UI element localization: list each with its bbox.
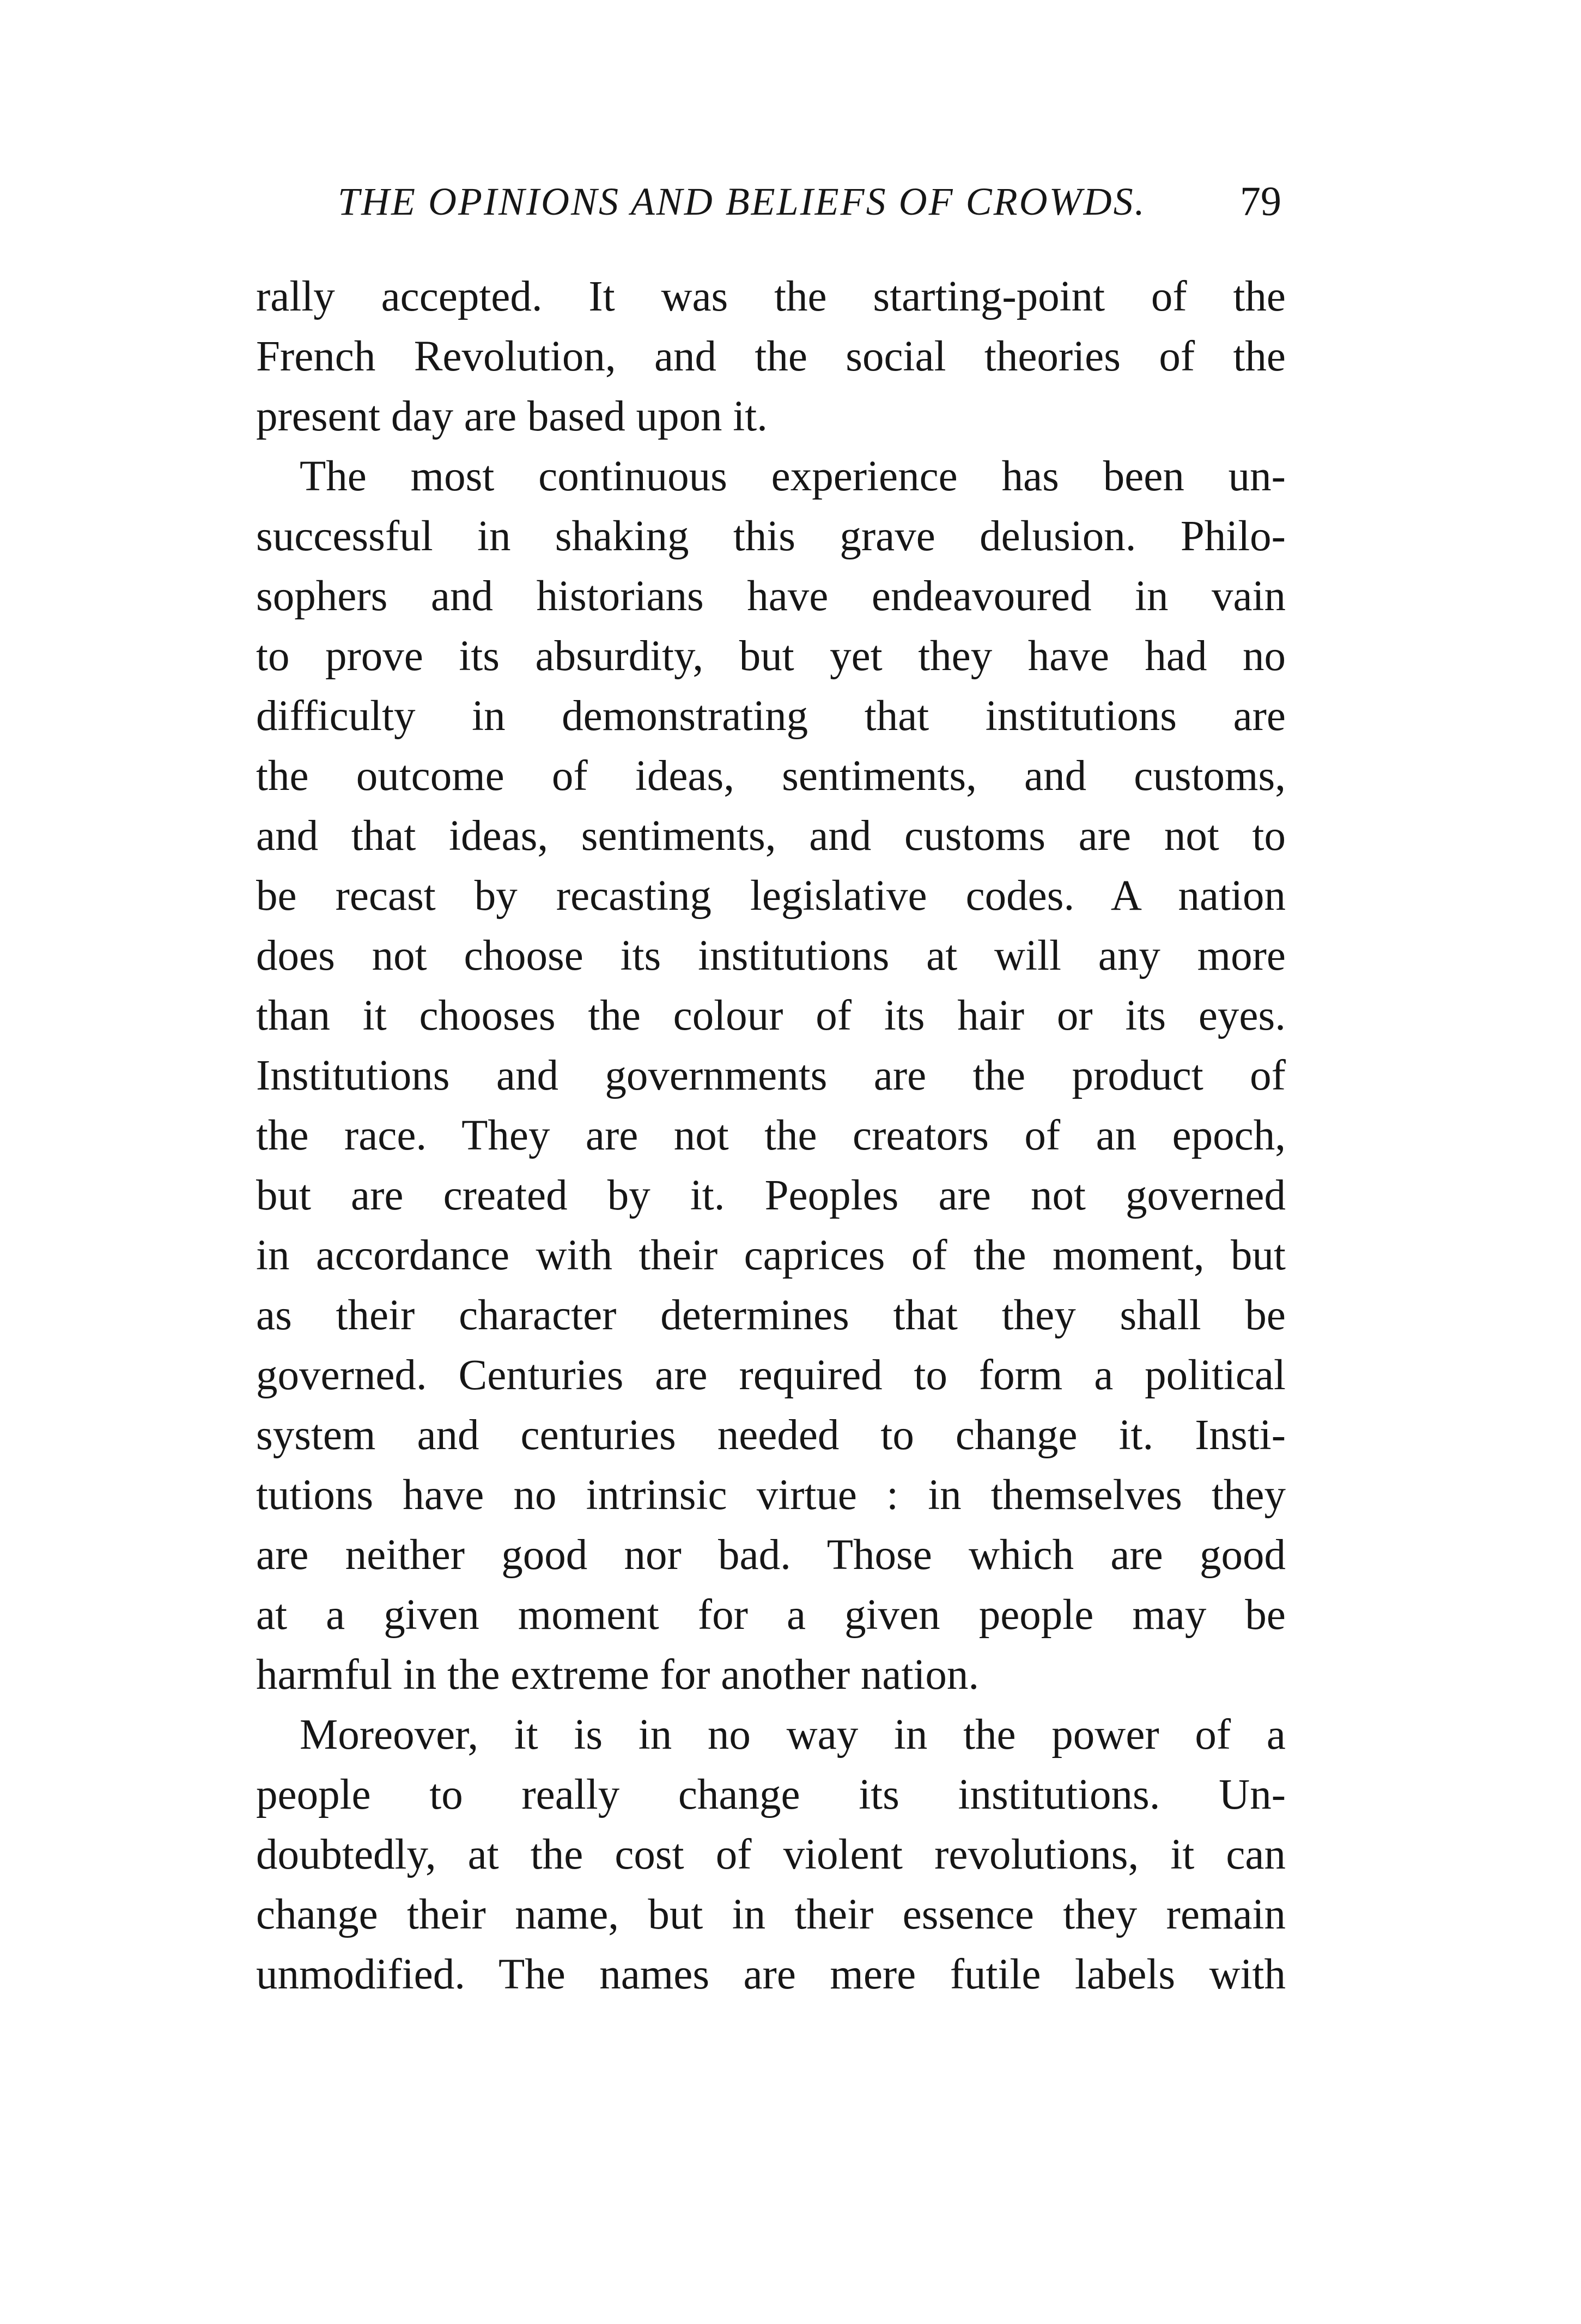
body-text	[256, 267, 1286, 2005]
page-number: 79	[1240, 179, 1281, 224]
text-line: are neither good nor bad. Those which are good	[256, 1531, 1286, 1579]
text-line: difficulty in demonstrating that institutions are	[256, 692, 1286, 740]
text-line: system and centuries needed to change it. Insti-	[256, 1412, 1286, 1459]
text-line: unmodified. The names are mere futile labels with	[256, 1951, 1286, 1998]
text-line: French Revolution, and the social theories of the	[256, 333, 1286, 380]
text-line: governed. Centuries are required to form a political	[256, 1352, 1286, 1399]
text-line: Institutions and governments are the product of	[256, 1052, 1286, 1099]
text-line: than it chooses the colour of its hair or its eyes.	[256, 992, 1286, 1039]
text-line: rally accepted. It was the starting-point of the	[256, 273, 1286, 320]
text-line: does not choose its institutions at will any more	[256, 932, 1286, 980]
text-line: tutions have no intrinsic virtue : in themselves they	[256, 1471, 1286, 1519]
text-line: but are created by it. Peoples are not governed	[256, 1172, 1286, 1219]
text-line: the race. They are not the creators of an epoch,	[256, 1112, 1286, 1159]
running-head	[256, 172, 1286, 232]
text-line: the outcome of ideas, sentiments, and customs,	[256, 752, 1286, 800]
text-line: successful in shaking this grave delusion. Philo-	[256, 513, 1286, 560]
text-line: and that ideas, sentiments, and customs are not to	[256, 812, 1286, 860]
text-line: doubtedly, at the cost of violent revolutions, it can	[256, 1831, 1286, 1878]
text-line: The most continuous experience has been un-	[300, 453, 1286, 500]
text-line: in accordance with their caprices of the moment, but	[256, 1232, 1286, 1279]
text-line: people to really change its institutions. Un-	[256, 1771, 1286, 1818]
text-line: to prove its absurdity, but yet they have had no	[256, 632, 1286, 680]
text-line: as their character determines that they shall be	[256, 1292, 1286, 1339]
text-line: be recast by recasting legislative codes. A nation	[256, 872, 1286, 920]
text-line: sophers and historians have endeavoured in vain	[256, 573, 1286, 620]
text-line: harmful in the extreme for another nation.	[256, 1651, 980, 1699]
text-line: change their name, but in their essence they remain	[256, 1891, 1286, 1938]
text-line: present day are based upon it.	[256, 393, 768, 440]
running-title: THE OPINIONS AND BELIEFS OF CROWDS.	[338, 180, 1146, 223]
text-line: at a given moment for a given people may be	[256, 1591, 1286, 1639]
text-line: Moreover, it is in no way in the power of a	[300, 1711, 1286, 1759]
